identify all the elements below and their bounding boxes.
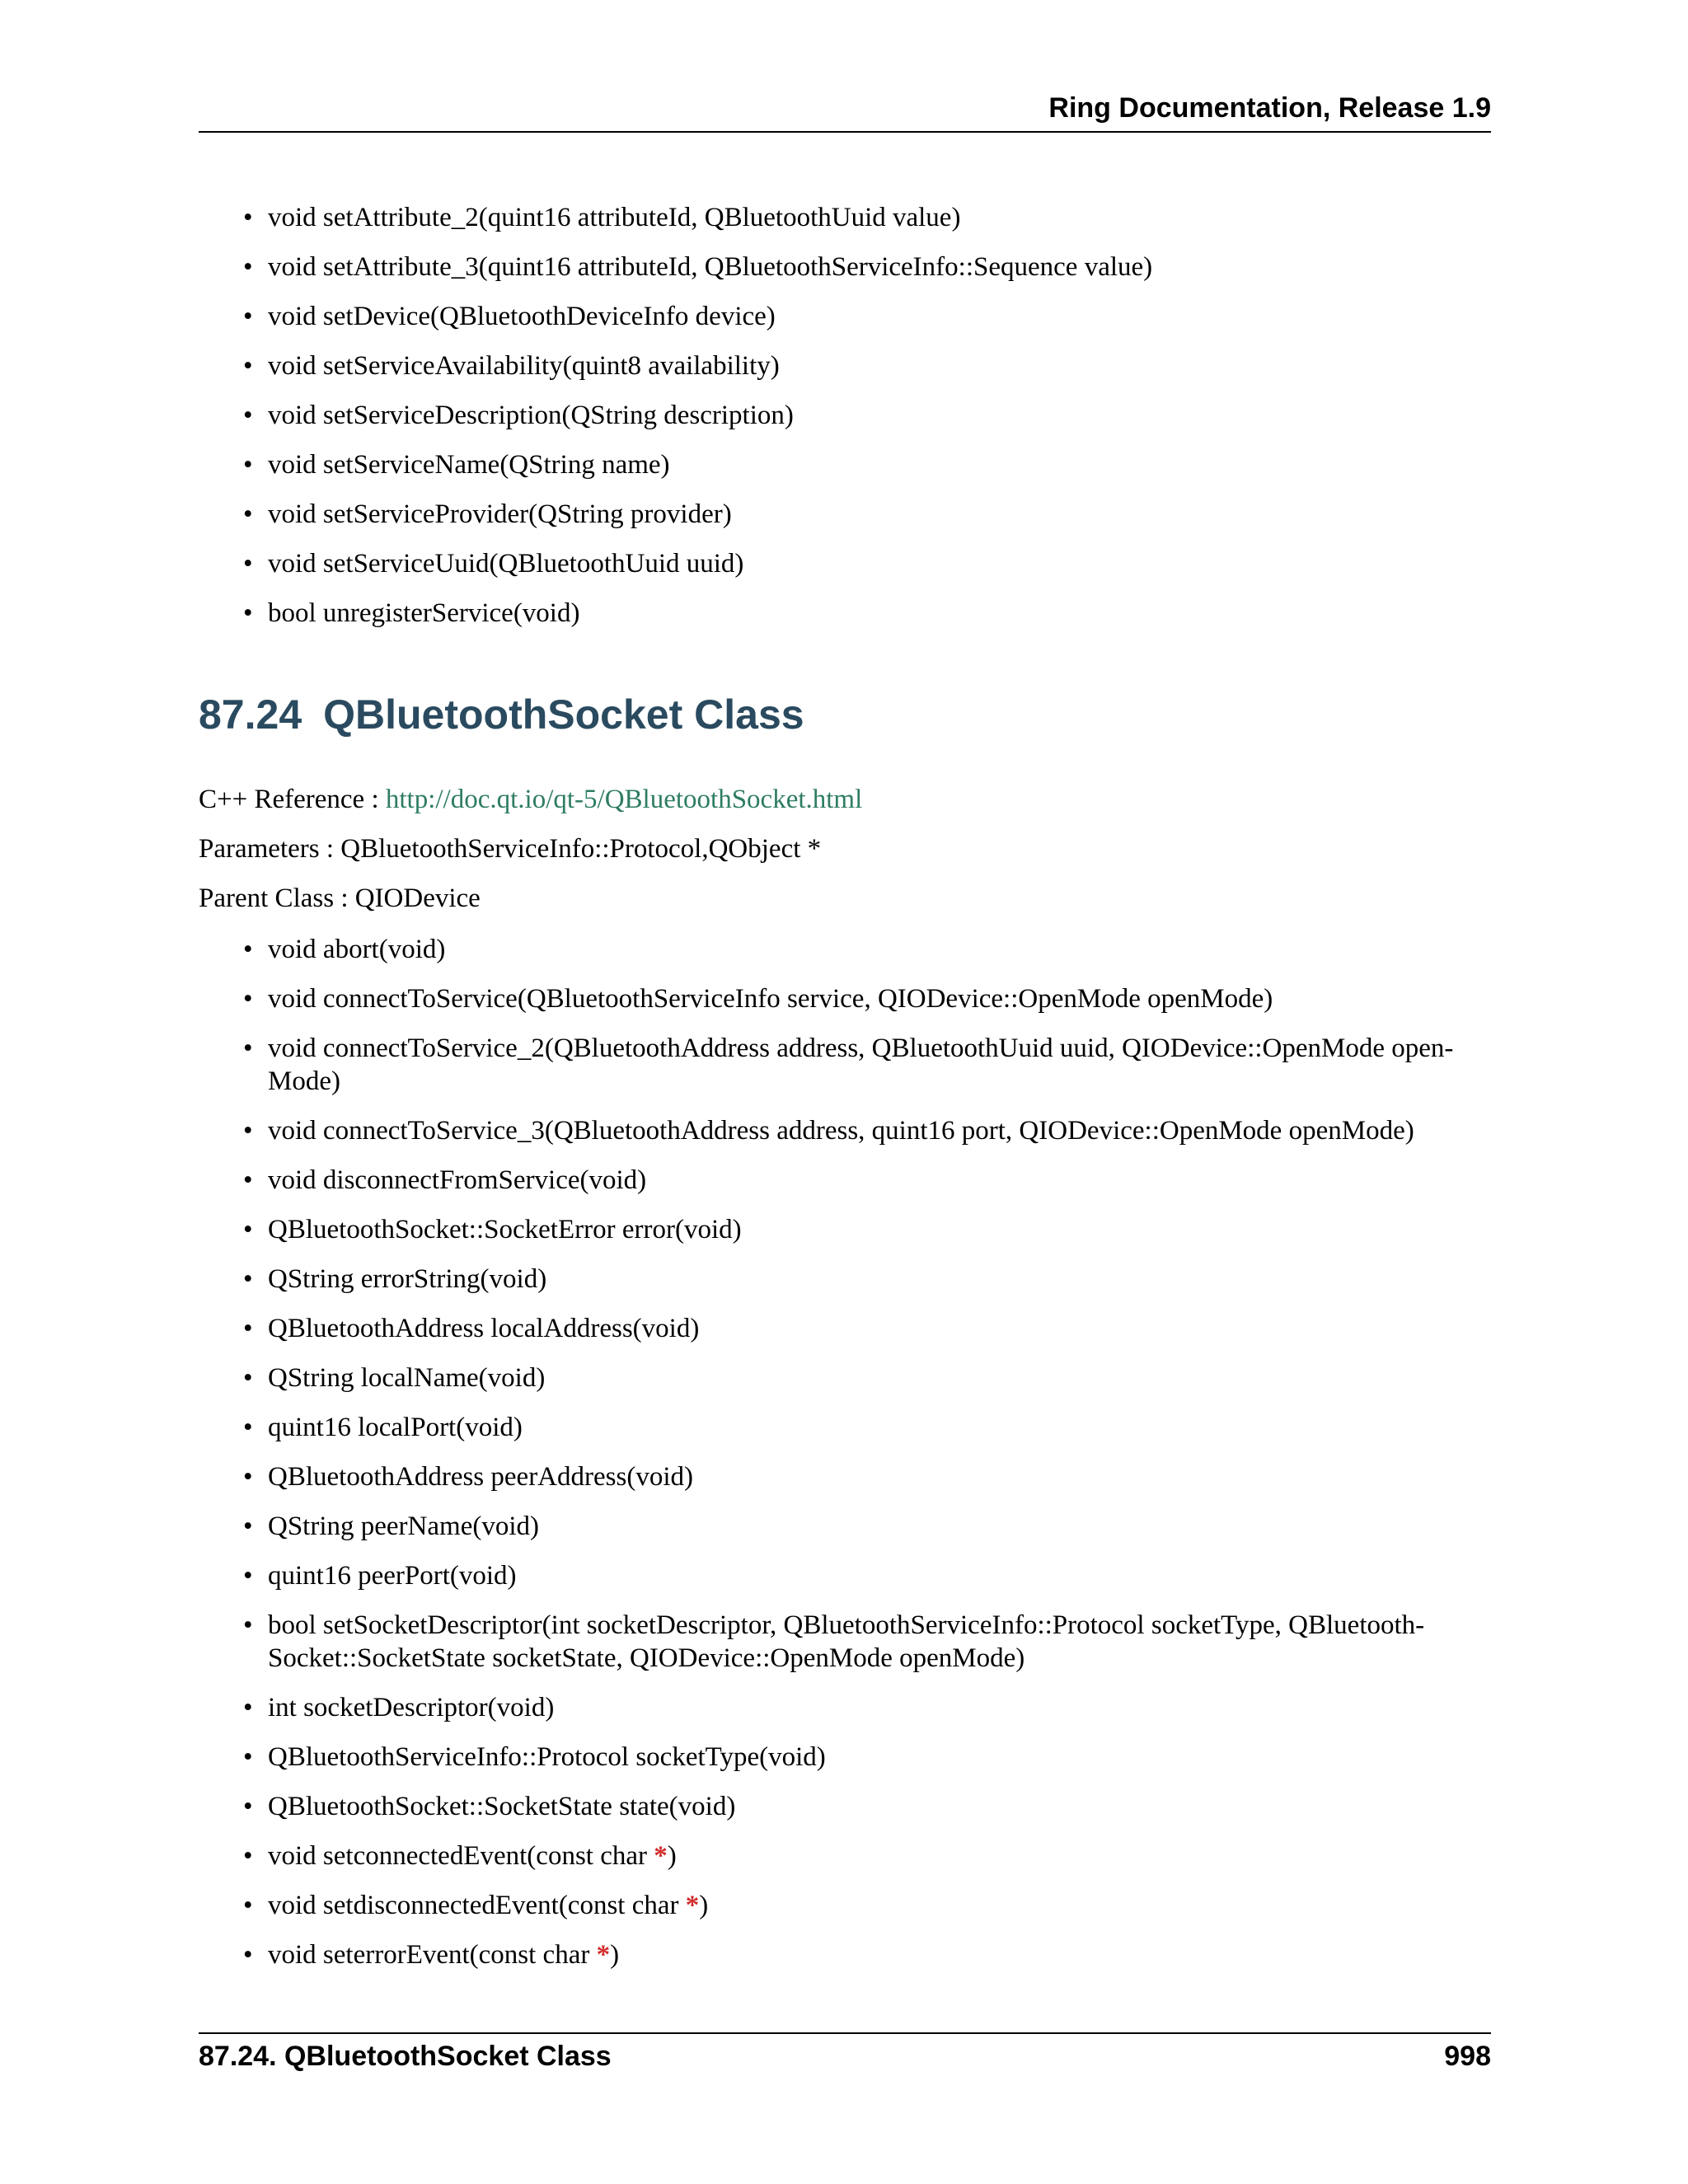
bullet-icon: • [243, 598, 253, 628]
list-item: • void abort(void) [243, 935, 446, 964]
asterisk-marker: * [654, 1841, 668, 1871]
bullet-icon: • [243, 1413, 253, 1442]
section-title: QBluetoothSocket Class [323, 691, 804, 738]
list-item: • QString errorString(void) [243, 1264, 547, 1294]
bullet-icon: • [243, 1264, 253, 1294]
bullet-icon: • [243, 1363, 253, 1393]
page-number: 998 [1444, 2041, 1491, 2072]
bullet-icon: • [243, 1841, 253, 1871]
cpp-reference-label: C++ Reference : [199, 785, 386, 814]
bullet-icon: • [243, 1511, 253, 1541]
footer-section: 87.24. QBluetoothSocket Class [199, 2041, 612, 2072]
bullet-icon: • [243, 1891, 253, 1920]
bullet-icon: • [243, 1215, 253, 1244]
list-item: • void disconnectFromService(void) [243, 1165, 647, 1195]
method-list [199, 933, 1491, 1988]
bullet-icon: • [243, 203, 253, 232]
list-item: • int socketDescriptor(void) [243, 1693, 555, 1722]
list-item: • void setServiceAvailability(quint8 availability) [243, 351, 780, 381]
asterisk-marker: * [685, 1891, 700, 1920]
bullet-icon: • [243, 1693, 253, 1722]
list-item: • QString peerName(void) [243, 1511, 539, 1541]
list-item: • bool unregisterService(void) [243, 598, 580, 628]
bullet-icon: • [243, 1314, 253, 1343]
footer-divider [199, 2032, 1491, 2034]
bullet-icon: • [243, 1116, 253, 1146]
list-item: • QBluetoothServiceInfo::Protocol socketType(void) [243, 1742, 826, 1772]
list-item: • QBluetoothSocket::SocketState state(void) [243, 1792, 736, 1821]
page-footer [199, 2041, 1491, 2073]
list-item: • QString localName(void) [243, 1363, 546, 1393]
list-item: • void setServiceDescription(QString description) [243, 401, 794, 430]
bullet-icon: • [243, 1033, 253, 1063]
bullet-icon: • [243, 1165, 253, 1195]
bullet-icon: • [243, 401, 253, 430]
list-item: • void setDevice(QBluetoothDeviceInfo device) [243, 302, 776, 331]
parent-class-line: Parent Class : QIODevice [199, 883, 481, 913]
list-item: • void seterrorEvent(const char *) [243, 1940, 620, 1970]
cpp-reference-link[interactable]: http://doc.qt.io/qt-5/QBluetoothSocket.html [385, 785, 863, 814]
bullet-icon: • [243, 450, 253, 480]
bullet-icon: • [243, 1940, 253, 1970]
page-header [199, 92, 1491, 133]
bullet-icon: • [243, 1792, 253, 1821]
list-item: • void setServiceName(QString name) [243, 450, 670, 480]
bullet-icon: • [243, 935, 253, 964]
parameters-line: Parameters : QBluetoothServiceInfo::Protocol,QObject * [199, 834, 822, 864]
list-item: • void setAttribute_3(quint16 attributeId, QBluetoothServiceInfo::Sequence value) [243, 252, 1153, 282]
list-item: • bool setSocketDescriptor(int socketDescriptor, QBluetoothServiceInfo::Protocol socketType, QBluetooth- Socket::SocketState socketState, QIODevice::OpenMode openMode) [243, 1610, 1425, 1673]
list-item: • void setServiceUuid(QBluetoothUuid uuid) [243, 549, 744, 579]
section-heading [199, 691, 804, 738]
list-item: • QBluetoothAddress localAddress(void) [243, 1314, 700, 1343]
section-number: 87.24 [199, 691, 302, 738]
list-item: • void setdisconnectedEvent(const char *) [243, 1891, 709, 1920]
list-item: • void setServiceProvider(QString provider) [243, 499, 732, 529]
method-list-top [199, 201, 1491, 646]
list-item: • void setconnectedEvent(const char *) [243, 1841, 677, 1871]
bullet-icon: • [243, 1561, 253, 1591]
bullet-icon: • [243, 252, 253, 282]
list-item: • void connectToService_3(QBluetoothAddress address, quint16 port, QIODevice::OpenMode openMode) [243, 1116, 1414, 1146]
bullet-icon: • [243, 1610, 253, 1640]
list-item: • void setAttribute_2(quint16 attributeId, QBluetoothUuid value) [243, 203, 961, 232]
bullet-icon: • [243, 1742, 253, 1772]
bullet-icon: • [243, 984, 253, 1014]
list-item: • void connectToService(QBluetoothServiceInfo service, QIODevice::OpenMode openMode) [243, 984, 1273, 1014]
cpp-reference [199, 785, 862, 815]
bullet-icon: • [243, 351, 253, 381]
list-item: • QBluetoothSocket::SocketError error(void) [243, 1215, 742, 1244]
list-item: • void connectToService_2(QBluetoothAddress address, QBluetoothUuid uuid, QIODevice::OpenMode open- Mode) [243, 1033, 1454, 1096]
asterisk-marker: * [596, 1940, 611, 1970]
bullet-icon: • [243, 549, 253, 579]
bullet-icon: • [243, 499, 253, 529]
bullet-icon: • [243, 302, 253, 331]
list-item: • quint16 peerPort(void) [243, 1561, 517, 1591]
list-item: • QBluetoothAddress peerAddress(void) [243, 1462, 693, 1492]
list-item: • quint16 localPort(void) [243, 1413, 523, 1442]
bullet-icon: • [243, 1462, 253, 1492]
header-title: Ring Documentation, Release 1.9 [1048, 92, 1491, 124]
